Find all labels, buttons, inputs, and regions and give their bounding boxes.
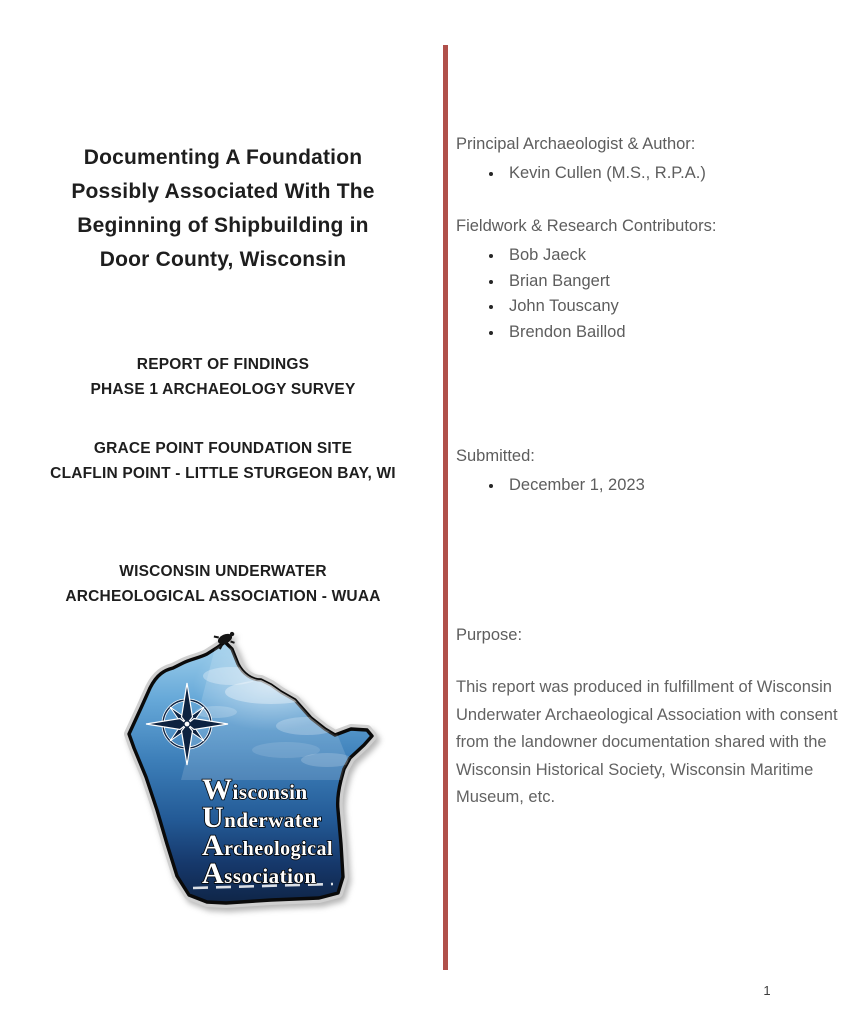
title-line: Possibly Associated With The [71, 180, 375, 203]
report-type-line: PHASE 1 ARCHAEOLOGY SURVEY [90, 381, 356, 398]
purpose-paragraph: This report was produced in fulfillment of Wisconsin Underwater Archaeological Association with consent from the landowner documentation shared with the Wisconsin Historical Society, Wisconsin Maritime Museum, etc. [456, 678, 838, 806]
list-item: • Brian Bangert [504, 269, 840, 295]
logo-word-rest: nderwater [224, 808, 322, 832]
site-line: CLAFLIN POINT - LITTLE STURGEON BAY, WI [50, 465, 396, 482]
logo-word-rest: rcheological [224, 838, 334, 860]
wuaa-logo [118, 630, 384, 920]
title-line: Door County, Wisconsin [99, 248, 347, 271]
organization-line: WISCONSIN UNDERWATER [119, 563, 327, 580]
submitted-list [456, 473, 840, 499]
report-type-heading [20, 352, 426, 402]
submitted-label: Submitted: [456, 447, 535, 465]
list-item: • John Touscany [504, 294, 840, 320]
organization-line: ARCHEOLOGICAL ASSOCIATION - WUAA [65, 588, 381, 605]
logo-initial: A [202, 829, 225, 862]
title-line: Beginning of Shipbuilding in [77, 214, 369, 237]
contributors-label: Fieldwork & Research Contributors: [456, 217, 717, 235]
author-list [456, 161, 840, 187]
list-item: • December 1, 2023 [504, 473, 840, 499]
page-number: 1 [763, 983, 771, 998]
site-line: GRACE POINT FOUNDATION SITE [93, 440, 353, 457]
report-title [20, 141, 426, 277]
purpose-label: Purpose: [456, 626, 523, 644]
vertical-divider [443, 45, 448, 970]
logo-initial: W [202, 773, 233, 806]
logo-initial: A [202, 857, 225, 890]
list-item: • Bob Jaeck [504, 243, 840, 269]
report-type-line: REPORT OF FINDINGS [136, 356, 310, 373]
list-item: • Brendon Baillod [504, 320, 840, 346]
list-item: • Kevin Cullen (M.S., R.P.A.) [504, 161, 840, 187]
contributors-list [456, 243, 840, 345]
logo-word-rest: isconsin [232, 780, 308, 804]
logo-word-rest: ssociation [224, 864, 317, 888]
site-heading [20, 436, 426, 486]
author-section [456, 131, 840, 187]
contributors-section [456, 213, 840, 345]
title-line: Documenting A Foundation [83, 146, 363, 169]
organization-heading [20, 559, 426, 609]
logo-initial: U [202, 801, 225, 834]
submitted-section [456, 443, 840, 499]
author-label: Principal Archaeologist & Author: [456, 135, 696, 153]
